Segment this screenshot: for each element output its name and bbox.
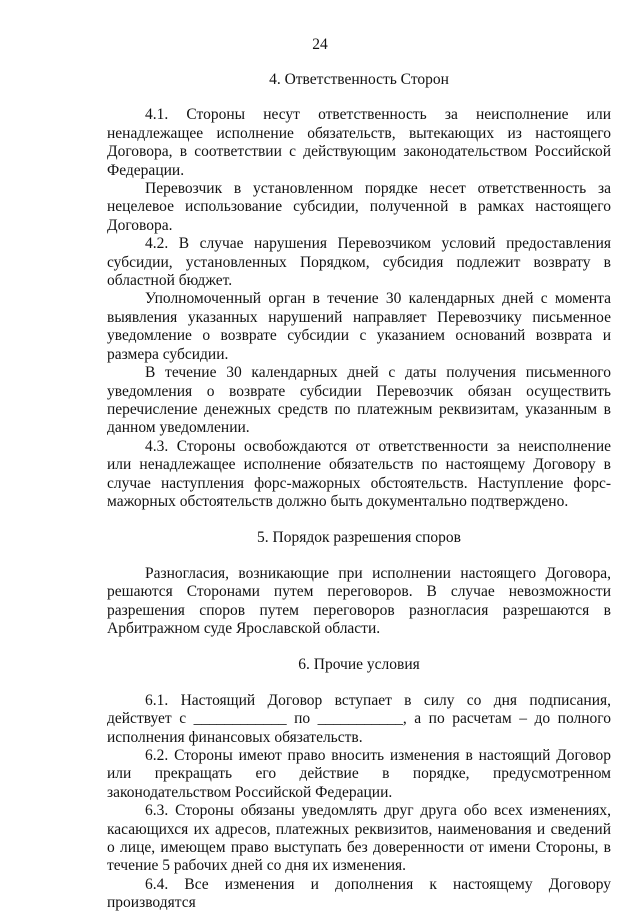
paragraph-6-2: 6.2. Стороны имеют право вносить изменения в настоящий Договор или прекращать его действие в порядке, предусмотренном законодательством Российской Федерации. xyxy=(107,747,611,801)
paragraph-4-2-notice: Уполномоченный орган в течение 30 календарных дней с момента выявления указанных нарушений направляет Перевозчику письменное уведомление о возврате субсидии с указанием оснований возврата и размера субсидии. xyxy=(107,290,611,363)
section-6 xyxy=(107,656,611,912)
section-heading-5: 5. Порядок разрешения споров xyxy=(257,529,461,547)
paragraph-5-1: Разногласия, возникающие при исполнении настоящего Договора, решаются Сторонами путем переговоров. В случае невозможности разрешения споров путем переговоров разногласия разрешаются в Арбитражном суде Ярославской области. xyxy=(107,564,611,637)
document-body xyxy=(107,71,611,913)
page-number: 24 xyxy=(312,36,328,53)
paragraph-4-2: 4.2. В случае нарушения Перевозчиком условий предоставления субсидии, установленных Порядком, субсидия подлежит возврату в областной бюджет. xyxy=(107,235,611,290)
paragraph-4-3: 4.3. Стороны освобождаются от ответственности за неисполнение или ненадлежащее исполнение обязательств по настоящему Договору в случае наступления форс-мажорных обстоятельств. Наступление форс-мажорных обстоятельств должно быть документально подтверждено. xyxy=(107,437,611,510)
paragraph-4-1-carrier: Перевозчик в установленном порядке несет ответственность за нецелевое использование субсидии, полученной в рамках настоящего Договора. xyxy=(107,180,611,234)
section-4 xyxy=(107,71,611,511)
paragraph-4-1: 4.1. Стороны несут ответственность за неисполнение или ненадлежащее исполнение обязательств, вытекающих из настоящего Договора, в соответствии с действующим законодательством Российской Федерации. xyxy=(107,106,611,179)
paragraph-6-3: 6.3. Стороны обязаны уведомлять друг друга обо всех изменениях, касающихся их адресов, платежных реквизитов, наименования и сведений о лице, имеющем право выступать без доверенности от имени Стороны, в течение 5 рабочих дней со дня их изменения. xyxy=(107,802,611,875)
section-heading-4: 4. Ответственность Сторон xyxy=(269,71,449,88)
paragraph-6-1: 6.1. Настоящий Договор вступает в силу со дня подписания, действует с ____________ по ___________, а по расчетам – до полного исполнения финансовых обязательств. xyxy=(107,691,611,746)
section-heading-6: 6. Прочие условия xyxy=(298,656,420,674)
paragraph-6-4: 6.4. Все изменения и дополнения к настоящему Договору производятся xyxy=(107,875,611,912)
section-5 xyxy=(107,529,611,638)
paragraph-4-2-transfer: В течение 30 календарных дней с даты получения письменного уведомления о возврате субсидии Перевозчик обязан осуществить перечисление денежных средств по платежным реквизитам, указанным в данном уведомлении. xyxy=(107,364,611,437)
